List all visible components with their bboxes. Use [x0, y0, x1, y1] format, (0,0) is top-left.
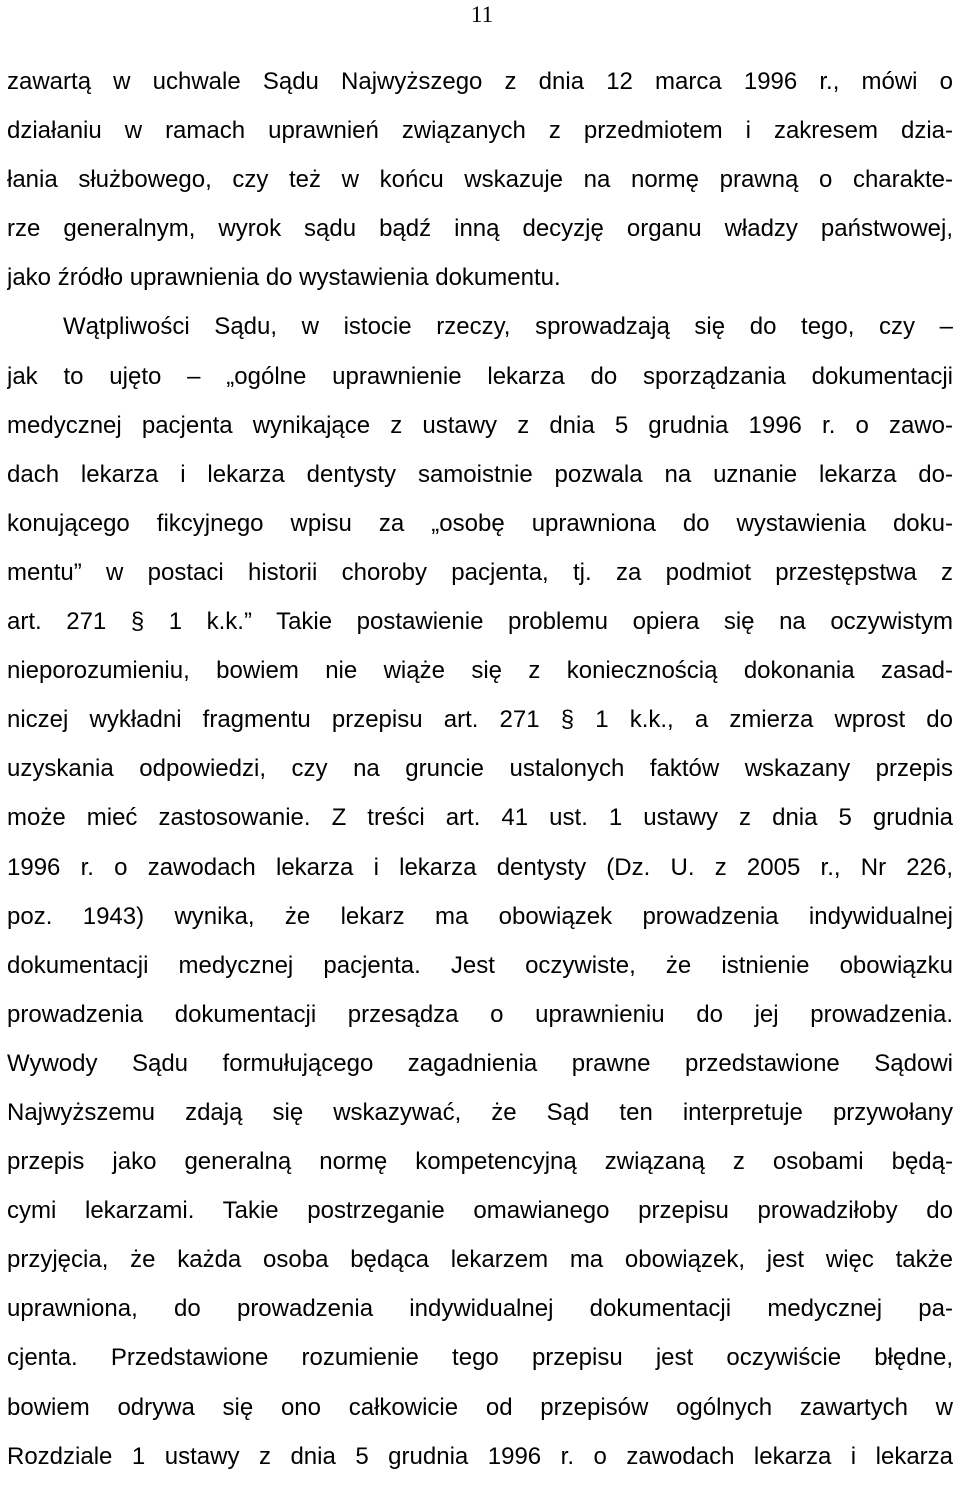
text-line: Wątpliwości Sądu, w istocie rzeczy, sprowadzają się do tego, czy –	[63, 313, 953, 341]
text-line: niczej wykładni fragmentu przepisu art. 271 § 1 k.k., a zmierza wprost do	[7, 706, 953, 734]
text-line: jak to ujęto – „ogólne uprawnienie lekarza do sporządzania dokumentacji	[7, 362, 953, 390]
text-line: art. 271 § 1 k.k.” Takie postawienie problemu opiera się na oczywistym	[7, 608, 953, 636]
text-line: cymi lekarzami. Takie postrzeganie omawianego przepisu prowadziłoby do	[7, 1197, 953, 1225]
body-text	[7, 62, 953, 1486]
text-line: uzyskania odpowiedzi, czy na gruncie ustalonych faktów wskazany przepis	[7, 755, 953, 783]
text-line: przyjęcia, że każda osoba będąca lekarzem ma obowiązek, jest więc także	[7, 1246, 953, 1274]
text-line: rze generalnym, wyrok sądu bądź inną decyzję organu władzy państwowej,	[7, 215, 953, 243]
text-line: bowiem odrywa się ono całkowicie od przepisów ogólnych zawartych w	[7, 1393, 953, 1421]
text-line: Najwyższemu zdają się wskazywać, że Sąd ten interpretuje przywołany	[7, 1098, 953, 1126]
text-line: Wywody Sądu formułującego zagadnienia prawne przedstawione Sądowi	[7, 1049, 953, 1077]
text-line: nieporozumieniu, bowiem nie wiąże się z koniecznością dokonania zasad-	[7, 657, 953, 685]
text-line: uprawniona, do prowadzenia indywidualnej dokumentacji medycznej pa-	[7, 1295, 953, 1323]
text-line: dach lekarza i lekarza dentysty samoistnie pozwala na uznanie lekarza do-	[7, 460, 953, 488]
text-line: prowadzenia dokumentacji przesądza o uprawnieniu do jej prowadzenia.	[7, 1000, 953, 1028]
text-line: konującego fikcyjnego wpisu za „osobę uprawniona do wystawienia doku-	[7, 509, 953, 537]
text-line: działaniu w ramach uprawnień związanych z przedmiotem i zakresem dzia-	[7, 117, 953, 145]
text-line: cjenta. Przedstawione rozumienie tego przepisu jest oczywiście błędne,	[7, 1344, 953, 1372]
text-line: Rozdziale 1 ustawy z dnia 5 grudnia 1996 r. o zawodach lekarza i lekarza	[7, 1442, 953, 1470]
text-line: łania służbowego, czy też w końcu wskazuje na normę prawną o charakte-	[7, 166, 953, 194]
text-line: dokumentacji medycznej pacjenta. Jest oczywiste, że istnienie obowiązku	[7, 951, 953, 979]
text-line: przepis jako generalną normę kompetencyjną związaną z osobami będą-	[7, 1148, 953, 1176]
text-line: może mieć zastosowanie. Z treści art. 41 ust. 1 ustawy z dnia 5 grudnia	[7, 804, 953, 832]
page-number: 11	[470, 2, 494, 27]
text-line: 1996 r. o zawodach lekarza i lekarza dentysty (Dz. U. z 2005 r., Nr 226,	[7, 853, 953, 881]
text-line: medycznej pacjenta wynikające z ustawy z dnia 5 grudnia 1996 r. o zawo-	[7, 411, 953, 439]
text-line: mentu” w postaci historii choroby pacjenta, tj. za podmiot przestępstwa z	[7, 558, 953, 586]
text-line: zawartą w uchwale Sądu Najwyższego z dnia 12 marca 1996 r., mówi o	[7, 68, 953, 95]
text-line: jako źródło uprawnienia do wystawienia dokumentu.	[7, 264, 561, 292]
text-line: poz. 1943) wynika, że lekarz ma obowiązek prowadzenia indywidualnej	[7, 902, 953, 930]
